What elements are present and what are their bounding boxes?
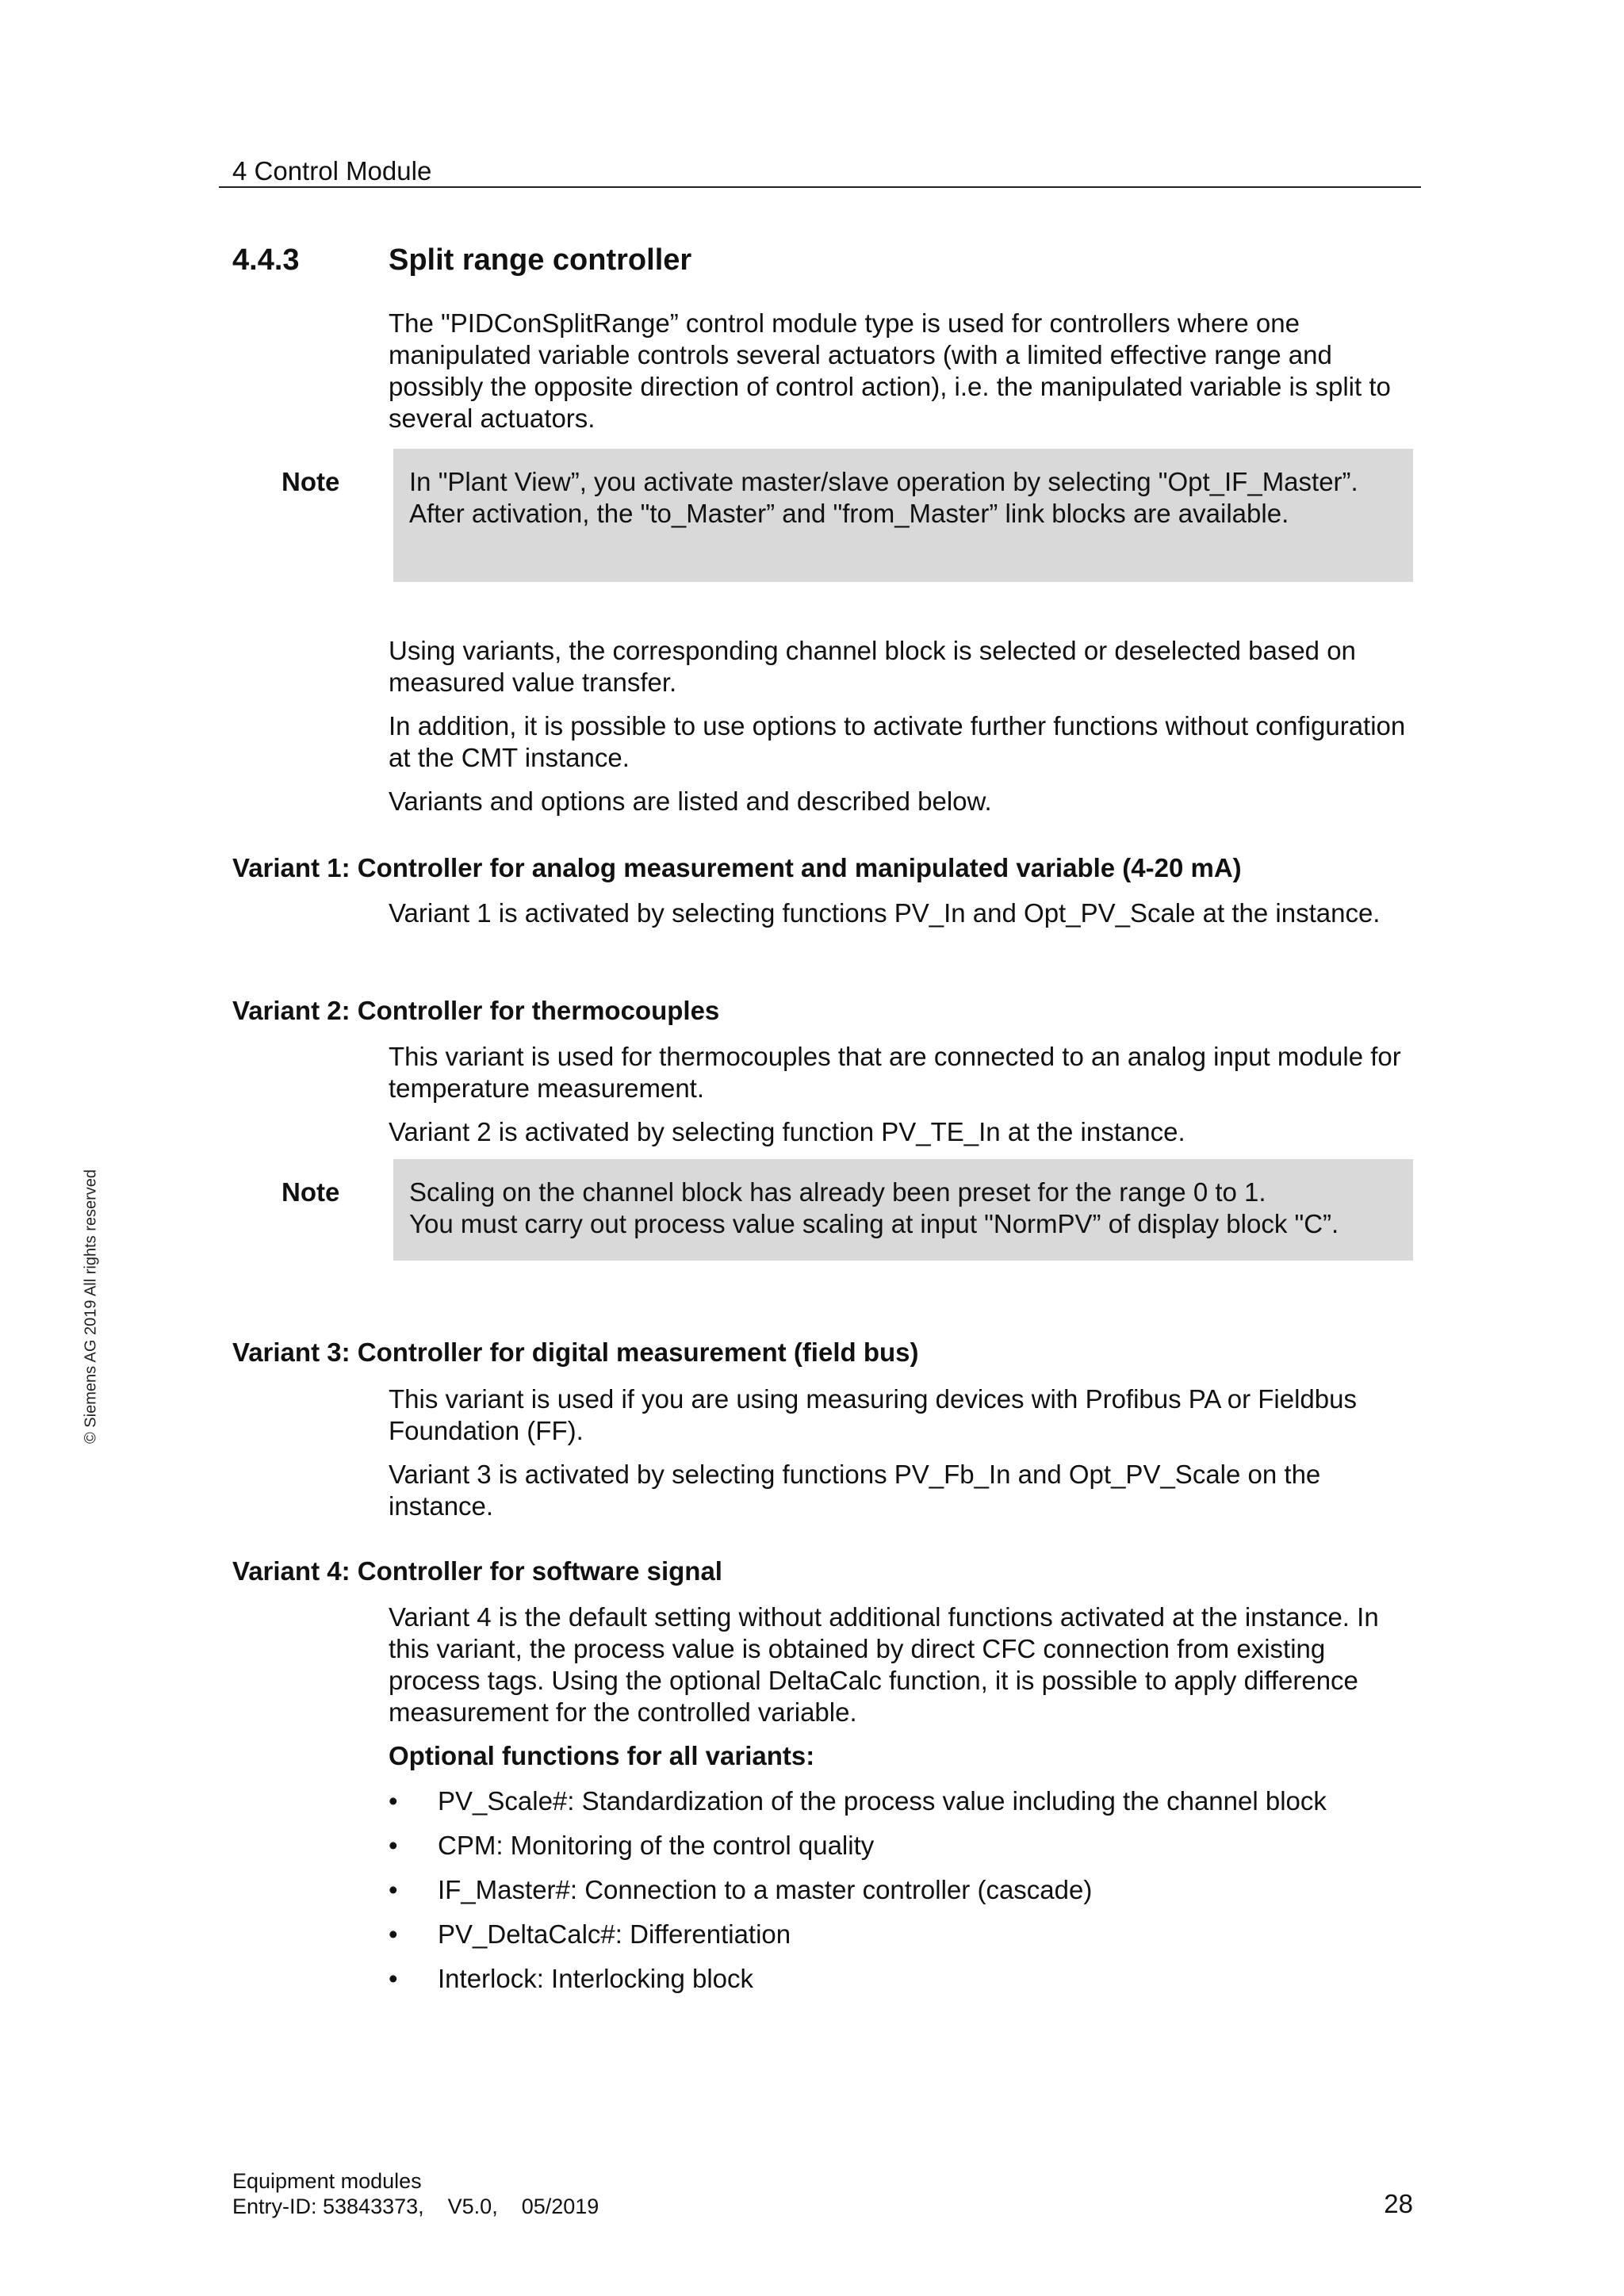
list-item-text: Interlock: Interlocking block (438, 1964, 754, 1993)
variant-1-text: Variant 1 is activated by selecting functions PV_In and Opt_PV_Scale at the instance. (389, 898, 1381, 928)
list-item-text: IF_Master#: Connection to a master controller (cascade) (438, 1875, 1093, 1904)
bullet-icon: • (389, 1786, 398, 1816)
list-item-text: PV_Scale#: Standardization of the process value including the channel block (438, 1786, 1327, 1816)
listed-paragraph: Variants and options are listed and described below. (389, 786, 992, 816)
variant-2-activation: Variant 2 is activated by selecting function PV_TE_In at the instance. (389, 1117, 1185, 1146)
variant-4-heading: Variant 4: Controller for software signal (232, 1556, 722, 1586)
optional-functions-heading: Optional functions for all variants: (389, 1741, 815, 1770)
note-label: Note (282, 467, 340, 496)
variant-2-text: This variant is used for thermocouples that are connected to an analog input module for temperature measurement. (389, 1042, 1401, 1103)
note-box: In "Plant View”, you activate master/slave operation by selecting "Opt_IF_Master”. After activation, the "to_Master” and "from_Master” link blocks are available. (393, 449, 1413, 582)
footer-title: Equipment modules (232, 2169, 422, 2193)
bullet-icon: • (389, 1875, 398, 1904)
page-number: 28 (1384, 2189, 1413, 2218)
bullet-icon: • (389, 1964, 398, 1993)
variant-3-text: This variant is used if you are using measuring devices with Profibus PA or Fieldbus Foundation (FF). (389, 1384, 1357, 1445)
section-title: Split range controller (389, 243, 692, 277)
variant-1-heading: Variant 1: Controller for analog measurement and manipulated variable (4-20 mA) (232, 853, 1242, 882)
variants-intro-paragraph: Using variants, the corresponding channel block is selected or deselected based on measured value transfer. (389, 636, 1356, 697)
note-box (393, 1159, 1413, 1261)
note-label: Note (282, 1177, 340, 1207)
running-header: 4 Control Module (232, 156, 432, 186)
note-line: Scaling on the channel block has already been preset for the range 0 to 1. (409, 1177, 1266, 1207)
list-item-text: PV_DeltaCalc#: Differentiation (438, 1919, 791, 1949)
variant-3-heading: Variant 3: Controller for digital measurement (field bus) (232, 1337, 919, 1367)
list-item-text: CPM: Monitoring of the control quality (438, 1831, 875, 1860)
note-line: You must carry out process value scaling at input "NormPV” of display block "C”. (409, 1209, 1339, 1238)
options-intro-paragraph: In addition, it is possible to use options to activate further functions without configuration at the CMT instance. (389, 711, 1406, 772)
footer-entry-id: Entry-ID: 53843373, V5.0, 05/2019 (232, 2195, 599, 2218)
header-divider (219, 186, 1421, 188)
bullet-icon: • (389, 1831, 398, 1860)
bullet-icon: • (389, 1919, 398, 1949)
intro-paragraph: The "PIDConSplitRange” control module type is used for controllers where one manipulated variable controls several actuators (with a limited effective range and possibly the opposite direction of control action), i.e. the manipulated variable is split to several actuators. (389, 308, 1391, 433)
variant-2-heading: Variant 2: Controller for thermocouples (232, 996, 720, 1025)
variant-3-activation: Variant 3 is activated by selecting functions PV_Fb_In and Opt_PV_Scale on the instance. (389, 1460, 1321, 1521)
section-number: 4.4.3 (232, 243, 300, 277)
variant-4-text: Variant 4 is the default setting without additional functions activated at the instance. In this variant, the process value is obtained by direct CFC connection from existing process tags. Using the optional DeltaCalc function, it is possible to apply difference measurement for the controlled variable. (389, 1602, 1379, 1727)
copyright-notice: © Siemens AG 2019 All rights reserved (82, 1169, 100, 1445)
